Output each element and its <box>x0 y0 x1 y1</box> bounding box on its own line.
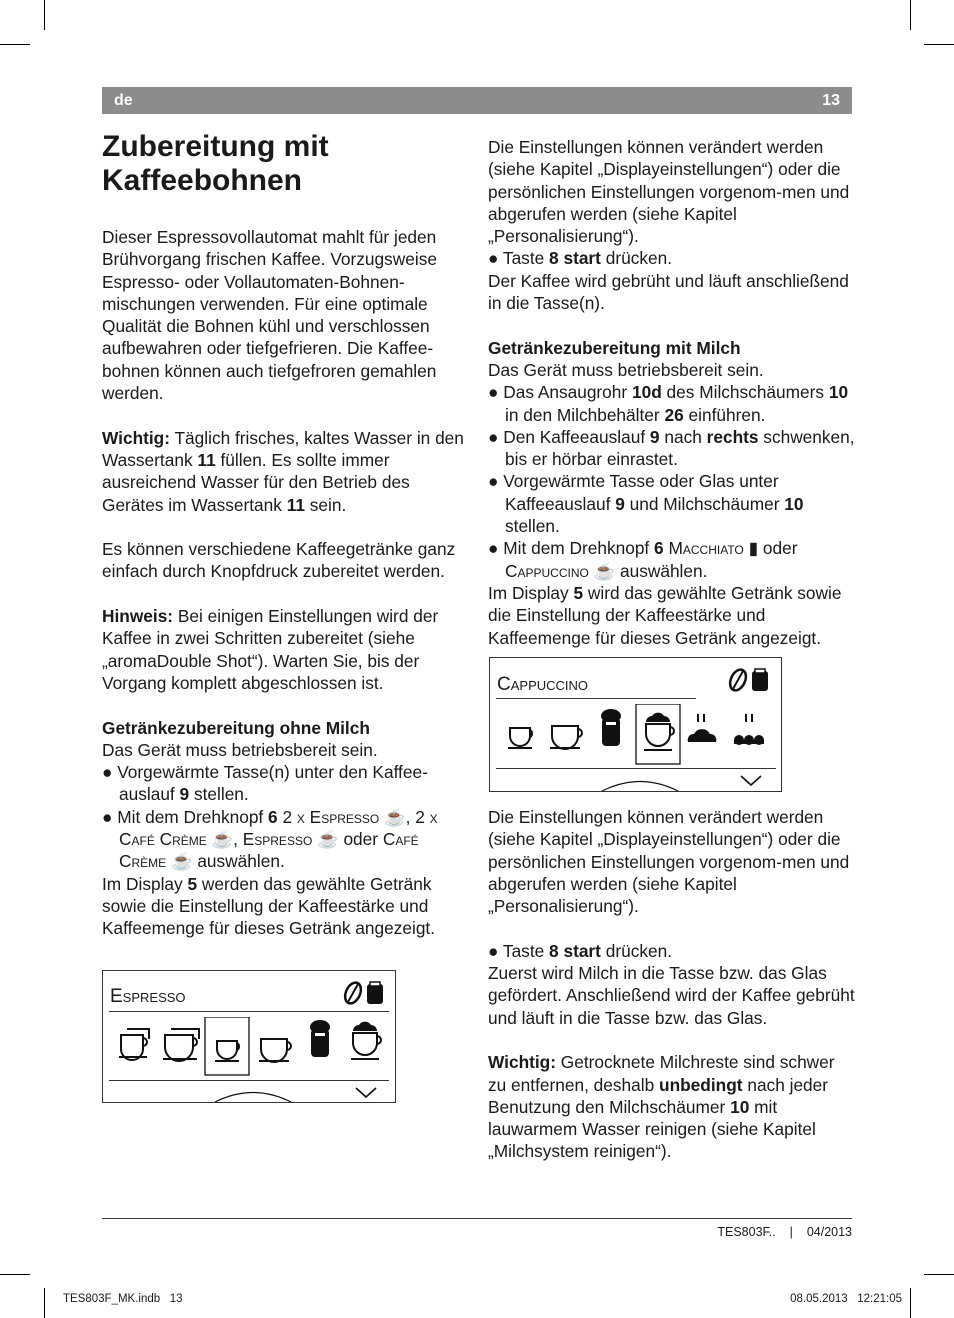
slug-file: TES803F_MK.indb 13 <box>63 1293 183 1305</box>
bullet-select-drink: ● Mit dem Drehknopf 6 2 x Espresso ☕, 2 x Café Crème ☕, Espresso ☕ oder Café Crème ☕ auswählen. <box>102 806 438 872</box>
footer-rule <box>102 1218 852 1219</box>
chevron-down-icon <box>355 1087 377 1099</box>
cup-icon: ☕ <box>317 829 339 850</box>
ready-text: Das Gerät muss betriebsbereit sein. <box>102 739 378 760</box>
bullet-place-cup: ● Vorgewärmte Tasse oder Glas unter Kaffeeauslauf 9 und Milchschäumer 10 stellen. <box>488 471 804 537</box>
cup-icon: ☕ <box>170 851 193 872</box>
macchiato-icon <box>310 1020 330 1057</box>
bullet-preheat-cups: ● Vorgewärmte Tasse(n) unter den Kaffee-auslauf 9 stellen. <box>102 762 428 805</box>
display-text: Im Display 5 werden das gewählte Getränk sowie die Einstellung der Kaffeestärke und Kaffeemenge für dieses Getränk angezeigt. <box>102 873 436 939</box>
footer-date: 04/2013 <box>806 1225 852 1239</box>
language-label: de <box>114 92 133 109</box>
display-rule-bottom <box>109 1080 389 1081</box>
cappuccino-icon <box>351 1022 381 1059</box>
left-column <box>102 226 468 940</box>
glass-icon: ▮ <box>748 538 759 559</box>
strength-volume-icon <box>343 978 389 1008</box>
right-column-top <box>488 136 856 649</box>
macchiato-icon <box>601 709 621 746</box>
double-cup-icon: ☕ <box>384 806 406 827</box>
milk-foam-icon <box>688 714 717 742</box>
crop-mark <box>0 1274 30 1275</box>
double-cup-icon: ☕ <box>211 829 234 850</box>
crop-mark <box>924 1274 954 1275</box>
double-espresso-icon <box>119 1029 149 1060</box>
footer-separator: | <box>789 1225 793 1239</box>
milk-first-text: Zuerst wird Milch in die Tasse bzw. das Glas gefördert. Anschließend wird der Kaffee gebrüht und läuft in die Tasse bzw. das Glas. <box>488 963 855 1028</box>
display-title: Espresso <box>110 986 186 1007</box>
bullet-suction-tube: ● Das Ansaugrohr 10d des Milchschäumers 10 in den Milchbehälter 26 einführen. <box>488 382 849 425</box>
display-text: Im Display 5 wird das gewählte Getränk sowie die Einstellung der Kaffeestärke und Kaffeemenge für dieses Getränk angezeigt. <box>488 582 842 648</box>
drink-icons-row <box>113 1017 385 1077</box>
cafe-creme-icon <box>259 1039 291 1062</box>
varieties-paragraph: Es können verschiedene Kaffeegetränke ganz einfach durch Knopfdruck zubereitet werden. <box>102 539 456 582</box>
bullet-press-start: ● Taste 8 start drücken. <box>488 248 673 269</box>
hinweis-paragraph: Hinweis: Bei einigen Einstellungen wird der Kaffee in zwei Schritten zubereitet (siehe „aromaDouble Shot“). Warten Sie, bis der Vorgang komplett abgeschlossen ist. <box>102 606 439 693</box>
crop-mark <box>0 44 30 45</box>
strength-volume-icon <box>728 665 774 695</box>
selection-box <box>205 1017 249 1075</box>
chevron-down-icon <box>740 775 762 787</box>
bullet-swivel-outlet: ● Den Kaffeeauslauf 9 nach rechts schwenken, bis er hörbar einrastet. <box>488 426 855 470</box>
bullet-select-milk-drink: ● Mit dem Drehknopf 6 Macchiato ▮ oder Cappuccino ☕ auswählen. <box>488 538 798 581</box>
section-heading-milk: Getränkezubereitung mit Milch <box>488 337 741 358</box>
bullet-press-start: ● Taste 8 start drücken. <box>488 940 673 961</box>
crop-mark <box>910 1288 911 1318</box>
settings-paragraph: Die Einstellungen können verändert werden (siehe Kapitel „Displayeinstellungen“) oder die persönlichen Einstellungen vorgenom-men und abgerufen werden (siehe Kapitel „Personalisierung“). <box>488 807 850 917</box>
crop-mark <box>44 1288 45 1318</box>
brewed-text: Der Kaffee wird gebrüht und läuft anschließend in die Tasse(n). <box>488 270 849 314</box>
cappuccino-icon <box>644 713 674 750</box>
milk-icon <box>734 714 764 745</box>
display-rule-bottom <box>496 768 776 769</box>
display-illustration-espresso <box>102 970 396 1103</box>
settings-paragraph: Die Einstellungen können verändert werden (siehe Kapitel „Displayeinstellungen“) oder die persönlichen Einstellungen vorgenom-men und abgerufen werden (siehe Kapitel „Personalisierung“). <box>488 137 850 247</box>
intro-paragraph: Dieser Espressovollautomat mahlt für jeden Brühvorgang frischen Kaffee. Vorzugsweise Espresso- oder Vollautomaten-Bohnen-mischungen verwenden. Für eine optimale Qualität die Bohnen kühl und verschlossen aufbewahren oder tiefgefrieren. Die Kaffee-bohnen können auch tiefgefroren gemahlen werden. <box>102 227 437 404</box>
crop-mark <box>910 0 911 30</box>
cappuccino-cup-icon: ☕ <box>593 560 616 581</box>
double-cafe-creme-icon <box>163 1029 199 1061</box>
right-column-bottom <box>488 806 856 1163</box>
wichtig-paragraph: Wichtig: Täglich frisches, kaltes Wasser in den Wassertank 11 füllen. Es sollte immer ausreichend Wasser für den Betrieb des Gerätes im Wassertank 11 sein. <box>102 427 464 515</box>
display-rule <box>496 698 696 699</box>
drink-icons-row <box>500 704 772 766</box>
footer <box>717 1225 852 1239</box>
espresso-icon <box>508 728 532 748</box>
espresso-icon <box>215 1041 239 1061</box>
crop-mark <box>44 0 45 30</box>
display-rule <box>109 1011 389 1012</box>
cafe-creme-icon <box>550 726 582 749</box>
ready-text: Das Gerät muss betriebsbereit sein. <box>488 359 764 380</box>
crop-mark <box>924 44 954 45</box>
display-illustration-cappuccino <box>489 657 782 792</box>
header-bar <box>102 87 852 114</box>
bottom-arc <box>213 1089 293 1103</box>
wichtig-paragraph: Wichtig: Getrocknete Milchreste sind schwer zu entfernen, deshalb unbedingt nach jeder Benutzung den Milchschäumer 10 mit lauwarmem Wasser reinigen (siehe Kapitel „Milchsystem reinigen“). <box>488 1052 835 1162</box>
slug-timestamp: 08.05.2013 12:21:05 <box>790 1293 902 1305</box>
page-number: 13 <box>822 92 840 109</box>
section-heading-no-milk: Getränkezubereitung ohne Milch <box>102 717 370 738</box>
display-title: Cappuccino <box>497 674 589 695</box>
footer-model: TES803F.. <box>717 1225 776 1239</box>
bottom-arc <box>600 778 680 792</box>
page-title: Zubereitung mit Kaffeebohnen <box>102 130 329 197</box>
